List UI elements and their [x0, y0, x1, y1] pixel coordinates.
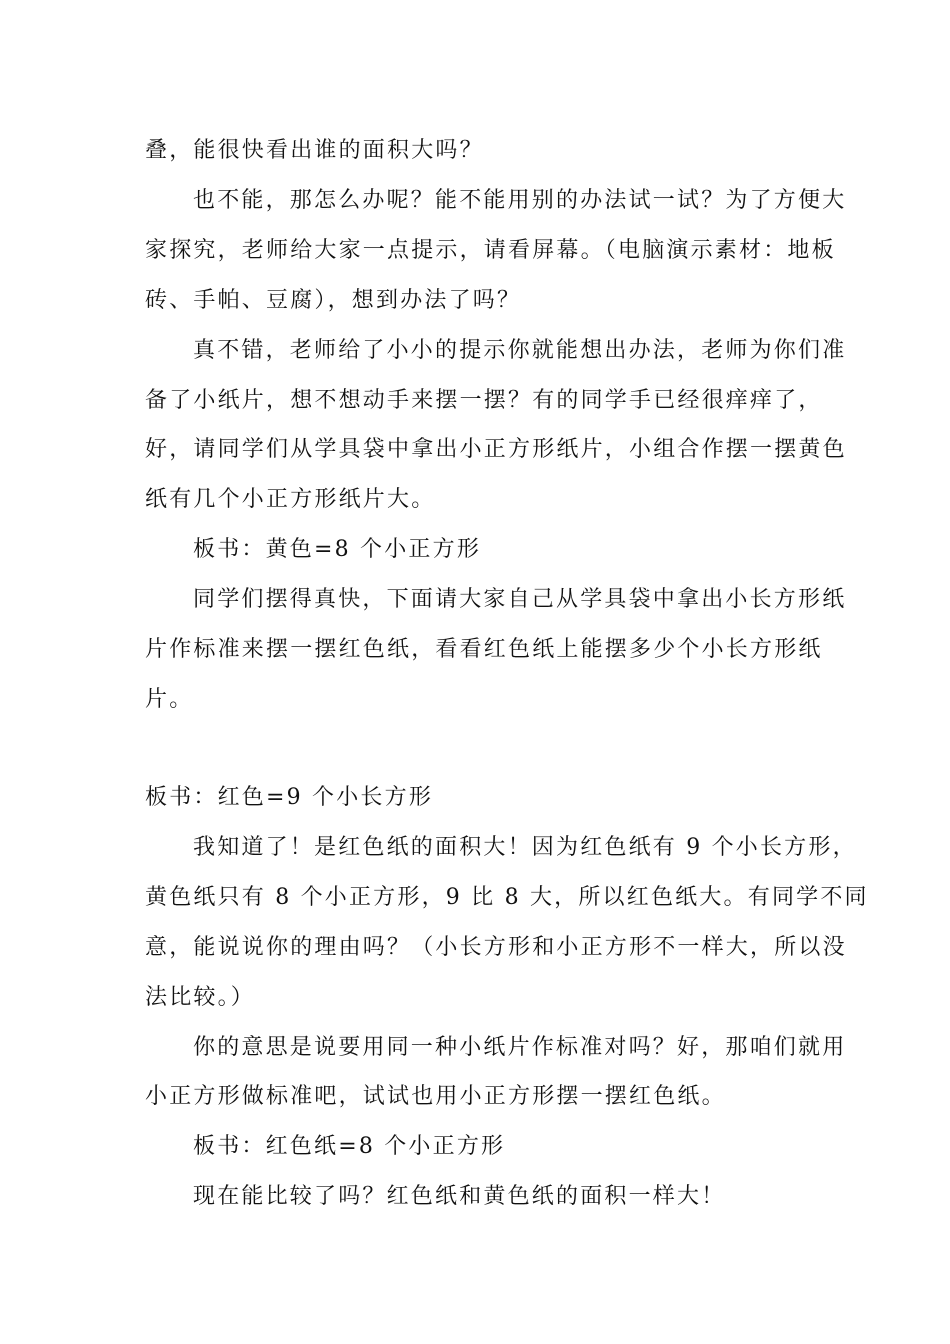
paragraph-start-line: 现在能比较了吗？红色纸和黄色纸的面积一样大！ [193, 1184, 726, 1209]
text-line: 备了小纸片，想不想动手来摆一摆？有的同学手已经很痒痒了， [145, 388, 823, 413]
paragraph-start-line: 我知道了！是红色纸的面积大！因为红色纸有 9 个小长方形， [193, 835, 857, 860]
text-line: 家探究，老师给大家一点提示，请看屏幕。（电脑演示素材：地板 [145, 238, 836, 263]
text-line: 叠，能很快看出谁的面积大吗？ [145, 138, 484, 163]
text-line: 黄色纸只有 8 个小正方形，9 比 8 大，所以红色纸大。有同学不同 [145, 885, 869, 910]
text-line: 片。 [145, 687, 194, 712]
board-note-line: 板书：红色=9 个小长方形 [145, 785, 434, 810]
text-line: 砖、手帕、豆腐），想到办法了吗？ [145, 288, 522, 313]
board-note-line: 板书：黄色=8 个小正方形 [193, 537, 482, 562]
text-line: 好，请同学们从学具袋中拿出小正方形纸片，小组合作摆一摆黄色 [145, 437, 847, 462]
text-line: 片作标准来摆一摆红色纸，看看红色纸上能摆多少个小长方形纸 [145, 637, 823, 662]
text-line: 意，能说说你的理由吗？（小长方形和小正方形不一样大，所以没 [145, 935, 847, 960]
text-line: 小正方形做标准吧，试试也用小正方形摆一摆红色纸。 [145, 1084, 726, 1109]
paragraph-start-line: 你的意思是说要用同一种小纸片作标准对吗？好，那咱们就用 [193, 1035, 847, 1060]
paragraph-start-line: 真不错，老师给了小小的提示你就能想出办法，老师为你们准 [193, 338, 847, 363]
paragraph-start-line: 同学们摆得真快，下面请大家自己从学具袋中拿出小长方形纸 [193, 587, 847, 612]
text-line: 纸有几个小正方形纸片大。 [145, 487, 436, 512]
text-line: 法比较。） [145, 985, 256, 1010]
paragraph-start-line: 也不能，那怎么办呢？能不能用别的办法试一试？为了方便大 [193, 188, 847, 213]
board-note-line: 板书：红色纸=8 个小正方形 [193, 1134, 506, 1159]
